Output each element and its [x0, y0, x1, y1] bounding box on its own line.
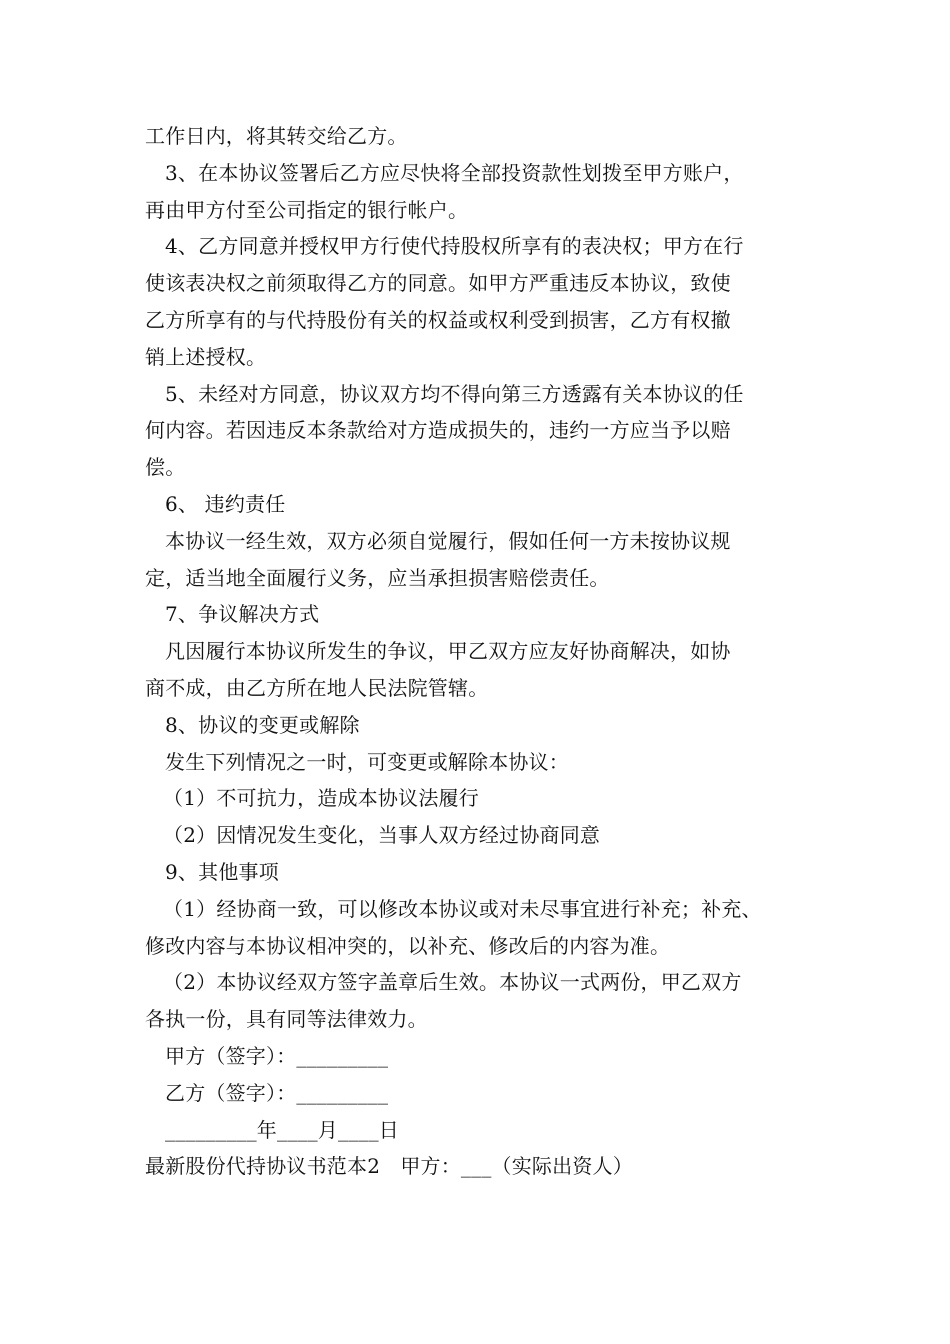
list-item: （2）因情况发生变化，当事人双方经过协商同意 — [163, 823, 601, 848]
next-document-title: 最新股份代持协议书范本2 甲方：___（实际出资人） — [145, 1154, 633, 1179]
text-line: 乙方所享有的与代持股份有关的权益或权利受到损害，乙方有权撤 — [145, 307, 731, 332]
list-item: （1）经协商一致，可以修改本协议或对未尽事宜进行补充；补充、 — [163, 896, 762, 921]
section-heading-dispute: 7、争议解决方式 — [165, 602, 320, 627]
text-line: 定，适当地全面履行义务，应当承担损害赔偿责任。 — [145, 565, 610, 590]
text-line: 商不成，由乙方所在地人民法院管辖。 — [145, 675, 489, 700]
text-line: 修改内容与本协议相冲突的，以补充、修改后的内容为准。 — [145, 933, 671, 958]
section-heading-change: 8、协议的变更或解除 — [165, 712, 360, 737]
document-body — [145, 118, 815, 1185]
text-line: 本协议一经生效，双方必须自觉履行，假如任何一方未按协议规 — [165, 528, 731, 553]
list-item: （2）本协议经双方签字盖章后生效。本协议一式两份，甲乙双方 — [163, 970, 742, 995]
section-heading-breach: 6、 违约责任 — [165, 491, 286, 516]
text-line: 偿。 — [145, 455, 186, 480]
list-item: （1）不可抗力，造成本协议法履行 — [163, 786, 479, 811]
signature-party-b: 乙方（签字）：_________ — [165, 1080, 389, 1105]
clause-4: 4、乙方同意并授权甲方行使代持股权所享有的表决权；甲方在行 — [165, 234, 744, 259]
text-line: 何内容。若因违反本条款给对方造成损失的，违约一方应当予以赔 — [145, 418, 731, 443]
signature-party-a: 甲方（签字）：_________ — [165, 1043, 389, 1068]
text-line: 工作日内，将其转交给乙方。 — [145, 124, 408, 148]
text-line: 发生下列情况之一时，可变更或解除本协议： — [165, 749, 569, 774]
text-line: 再由甲方付至公司指定的银行帐户。 — [145, 197, 469, 222]
clause-5: 5、未经对方同意，协议双方均不得向第三方透露有关本协议的任 — [165, 381, 744, 406]
text-line: 使该表决权之前须取得乙方的同意。如甲方严重违反本协议，致使 — [145, 271, 731, 296]
text-line: 销上述授权。 — [145, 344, 267, 369]
text-line: 凡因履行本协议所发生的争议，甲乙双方应友好协商解决，如协 — [165, 639, 731, 664]
signature-date: _________年____月____日 — [165, 1117, 399, 1142]
text-line: 各执一份，具有同等法律效力。 — [145, 1007, 428, 1032]
section-heading-other: 9、其他事项 — [165, 859, 279, 884]
clause-3: 3、在本协议签署后乙方应尽快将全部投资款性划拨至甲方账户， — [165, 160, 744, 185]
